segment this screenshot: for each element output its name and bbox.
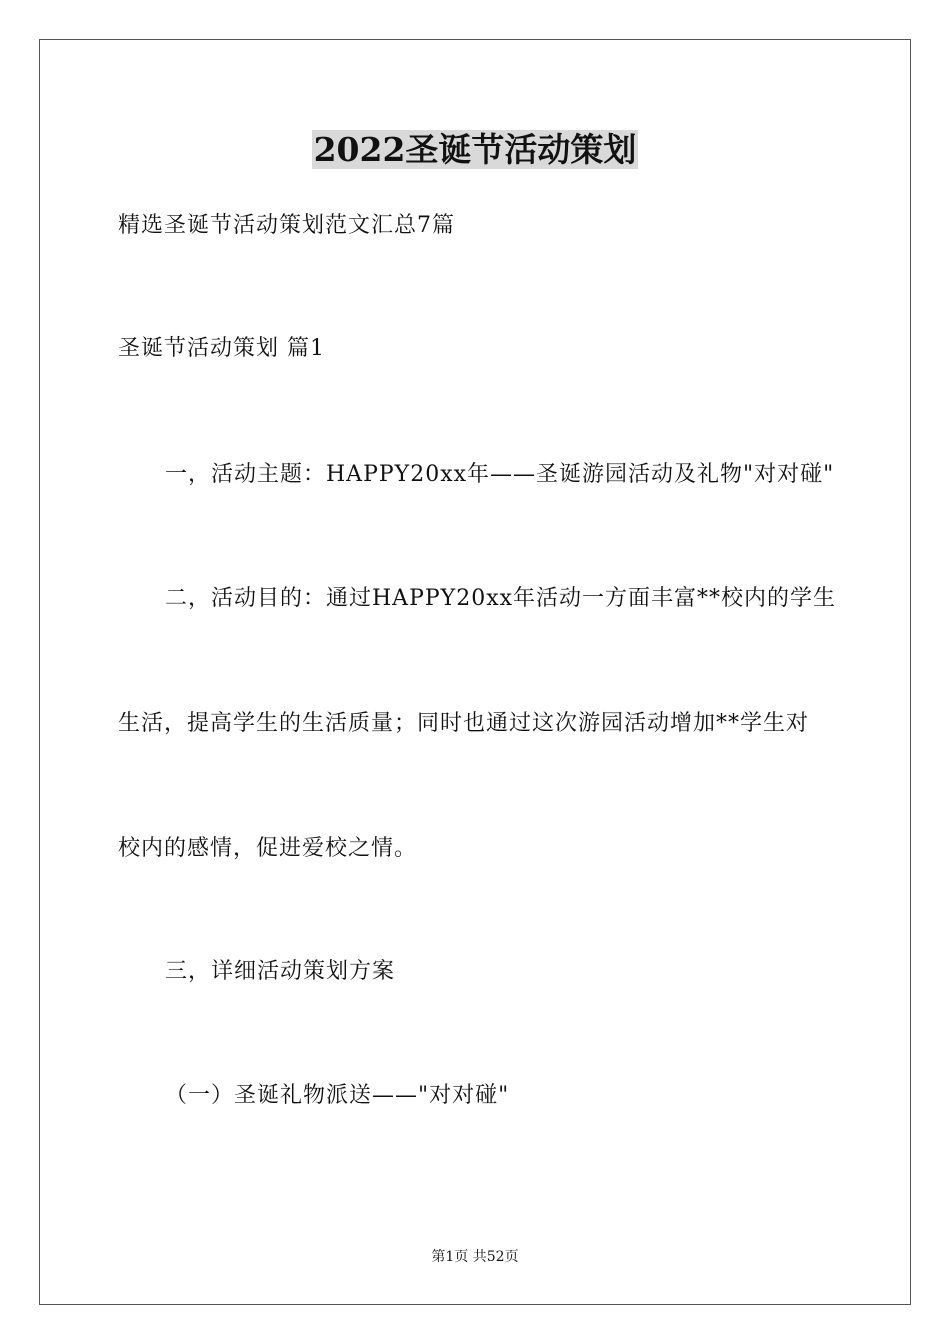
document-title-text: 2022圣诞节活动策划 (313, 130, 637, 169)
document-title (0, 128, 950, 172)
page-footer: 第1页 共52页 (431, 1249, 519, 1265)
paragraph-purpose: 二，活动目的：通过HAPPY20xx年活动一方面丰富**校内的学生 (165, 586, 837, 611)
document-subtitle: 精选圣诞节活动策划范文汇总7篇 (118, 213, 455, 238)
section-heading: 圣诞节活动策划 篇1 (118, 336, 325, 361)
paragraph-purpose-cont: 生活，提高学生的生活质量；同时也通过这次游园活动增加**学生对 (118, 711, 810, 736)
paragraph-gift: （一）圣诞礼物派送——"对对碰" (165, 1083, 510, 1108)
paragraph-purpose-end: 校内的感情，促进爱校之情。 (118, 836, 418, 861)
paragraph-theme: 一，活动主题：HAPPY20xx年——圣诞游园活动及礼物"对对碰" (165, 462, 835, 487)
paragraph-plan: 三，详细活动策划方案 (165, 959, 396, 984)
